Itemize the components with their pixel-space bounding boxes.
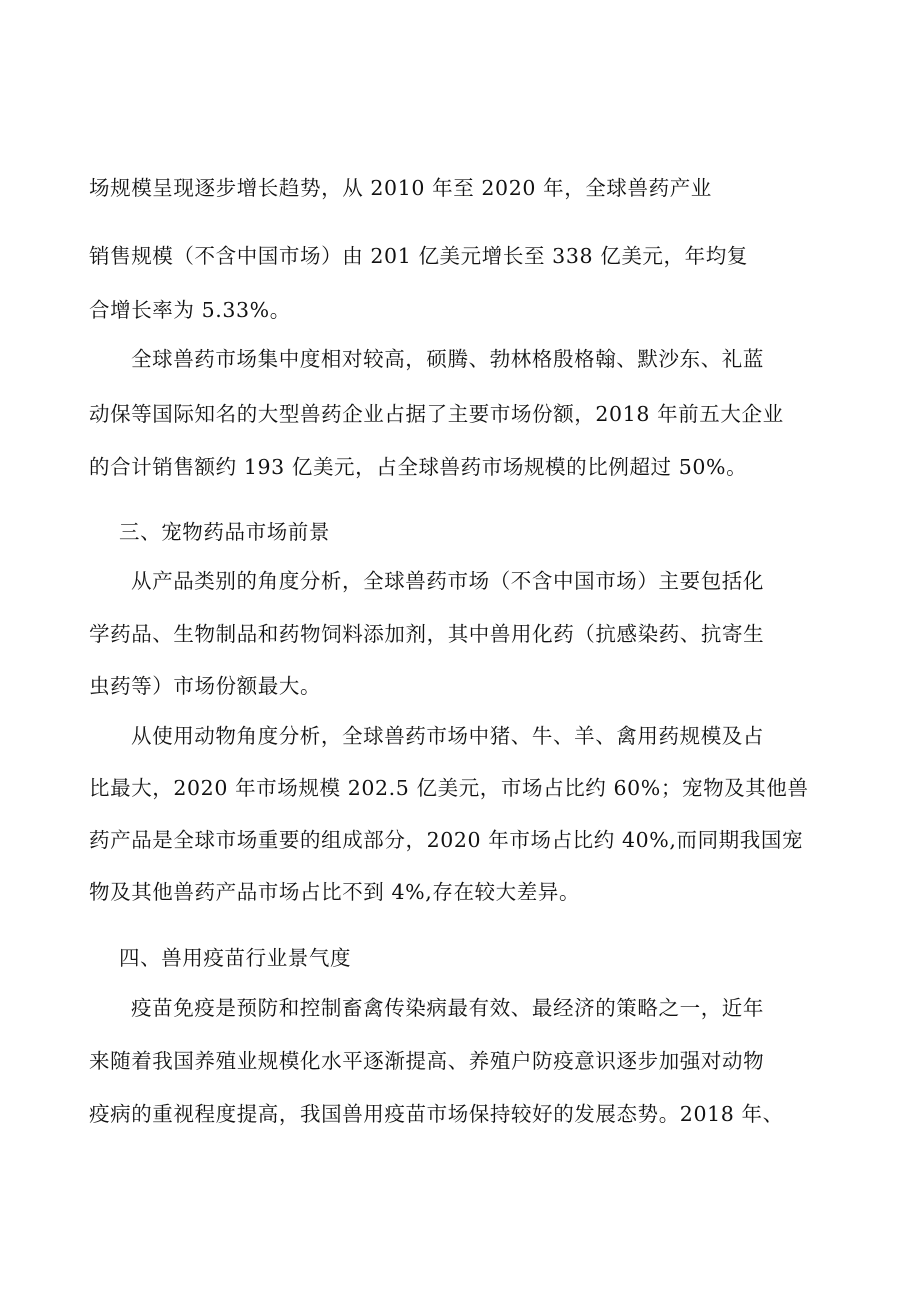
paragraph-line: 物及其他兽药产品市场占比不到 4%,存在较大差异。 [89,880,581,904]
paragraph-line: 疫苗免疫是预防和控制畜禽传染病最有效、最经济的策略之一，近年 [131,996,764,1020]
section-heading: 三、宠物药品市场前景 [119,520,330,544]
paragraph-line: 场规模呈现逐步增长趋势，从 2010 年至 2020 年，全球兽药产业 [89,176,712,200]
paragraph-line: 药产品是全球市场重要的组成部分，2020 年市场占比约 40%,而同期我国宠 [89,828,804,852]
section-heading: 四、兽用疫苗行业景气度 [119,946,352,970]
paragraph-line: 动保等国际知名的大型兽药企业占据了主要市场份额，2018 年前五大企业 [89,402,784,426]
paragraph-line: 从使用动物角度分析，全球兽药市场中猪、牛、羊、禽用药规模及占 [131,724,764,748]
paragraph-line: 全球兽药市场集中度相对较高，硕腾、勃林格殷格翰、默沙东、礼蓝 [131,347,764,371]
paragraph-line: 销售规模（不含中国市场）由 201 亿美元增长至 338 亿美元，年均复 [89,244,748,268]
paragraph-line: 虫药等）市场份额最大。 [89,674,322,698]
paragraph-line: 疫病的重视程度提高，我国兽用疫苗市场保持较好的发展态势。2018 年、 [89,1102,784,1126]
paragraph-line: 的合计销售额约 193 亿美元，占全球兽药市场规模的比例超过 50%。 [89,455,748,479]
paragraph-line: 来随着我国养殖业规模化水平逐渐提高、养殖户防疫意识逐步加强对动物 [89,1049,765,1073]
paragraph-line: 从产品类别的角度分析，全球兽药市场（不含中国市场）主要包括化 [131,569,764,593]
paragraph-line: 合增长率为 5.33%。 [89,298,291,322]
paragraph-line: 比最大，2020 年市场规模 202.5 亿美元，市场占比约 60%；宠物及其他兽 [89,776,809,800]
paragraph-line: 学药品、生物制品和药物饲料添加剂，其中兽用化药（抗感染药、抗寄生 [89,622,765,646]
